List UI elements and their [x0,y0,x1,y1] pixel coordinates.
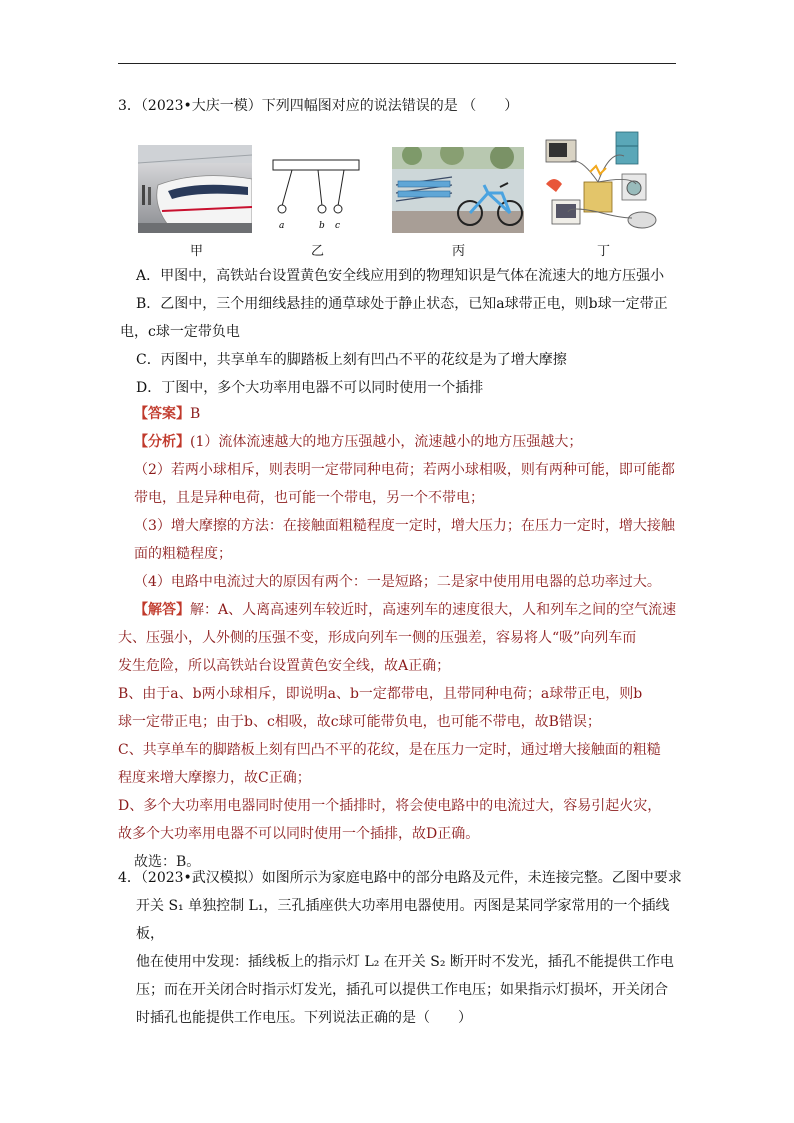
figure-label-bing: 丙 [452,244,466,259]
question-4-line: 开关 S₁ 单独控制 L₁，三孔插座供大功率用电器使用。丙图是某同学家常用的一个插线板， [136,898,670,942]
solution-line: 解：A、人离高速列车较近时，高速列车的速度很大，人和列车之间的空气流速 [190,602,677,618]
analysis-line: 面的粗糙程度； [134,546,232,562]
analysis-line: （4）电路中电流过大的原因有两个：一是短路；二是家中使用用电器的总功率过大。 [134,574,661,590]
option-a: A．甲图中，高铁站台设置黄色安全线应用到的物理知识是气体在流速大的地方压强小 [136,268,665,284]
question-3-stem: 3．（2023•大庆一模）下列四幅图对应的说法错误的是 （ ） [118,98,519,114]
figure-label-yi: 乙 [311,244,325,259]
header-rule [118,63,676,64]
option-b-continued: 电，c球一定带负电 [120,324,240,340]
question-4-line: 时插孔也能提供工作电压。下列说法正确的是（ ） [136,1010,472,1026]
option-b: B．乙图中，三个用细线悬挂的通草球处于静止状态，已知a球带正电，则b球一定带正 [136,296,668,312]
solution-line: 发生危险，所以高铁站台设置黄色安全线，故A正确； [118,658,451,674]
analysis-line: （2）若两小球相斥，则表明一定带同种电荷；若两小球相吸，则有两种可能，即可能都 [134,462,675,478]
solution-tag: 【解答】 [134,602,190,618]
solution-line: D、多个大功率用电器同时使用一个插排时，将会使电路中的电流过大，容易引起火灾， [118,798,662,814]
selection-line: 故选：B。 [134,854,201,870]
answer-block [118,400,690,876]
question-4-line: 他在使用中发现：插线板上的指示灯 L₂ 在开关 S₂ 断开时不发光，插孔不能提供工作电 [136,954,674,970]
solution-line: 程度来增大摩擦力，故C正确； [118,770,311,786]
solution-line: C、共享单车的脚踏板上刻有凹凸不平的花纹，是在压力一定时，通过增大接触面的粗糙 [118,742,661,758]
ball-label-b: b [319,221,325,231]
analysis-tag: 【分析】 [134,434,190,450]
analysis-line: 带电，且是异种电荷，也可能一个带电，另一个不带电； [134,490,484,506]
figure-train-photo [138,145,252,233]
figure-label-ding: 丁 [597,244,611,259]
answer-value: B [190,406,201,422]
figure-label-jia: 甲 [190,244,204,259]
ball-label-a: a [279,221,285,231]
option-c: C．丙图中，共享单车的脚踏板上刻有凹凸不平的花纹是为了增大摩擦 [136,352,567,368]
answer-tag: 【答案】 [134,406,190,422]
option-d: D．丁图中，多个大功率用电器不可以同时使用一个插排 [136,380,484,396]
question-4-line: 压；而在开关闭合时指示灯发光，插孔可以提供工作电压；如果指示灯损坏，开关闭合 [136,982,668,998]
question-3-options [120,262,696,402]
solution-line: 故多个大功率用电器不可以同时使用一个插排，故D正确。 [118,826,480,842]
analysis-line: （3）增大摩擦的方法：在接触面粗糙程度一定时，增大压力；在压力一定时，增大接触 [134,518,675,534]
figure-appliances [540,126,664,234]
question-4-line: 4．（2023•武汉模拟）如图所示为家庭电路中的部分电路及元件，未连接完整。乙图中要求 [118,870,682,886]
ball-label-c: c [335,221,341,231]
solution-line: 大、压强小，人外侧的压强不变，形成向列车一侧的压强差，容易将人“吸”向列车而 [118,630,637,646]
figure-bikes-photo [392,147,524,233]
solution-line: 球一定带正电；由于b、c相吸，故c球可能带负电，也可能不带电，故B错误； [118,714,601,730]
analysis-line: (1）流体流速越大的地方压强越小，流速越小的地方压强越大； [190,434,583,450]
solution-line: B、由于a、b两小球相斥，即说明a、b一定都带电，且带同种电荷；a球带正电，则b [118,686,643,702]
question-4 [118,864,688,1032]
figure-hanging-balls [272,158,362,232]
